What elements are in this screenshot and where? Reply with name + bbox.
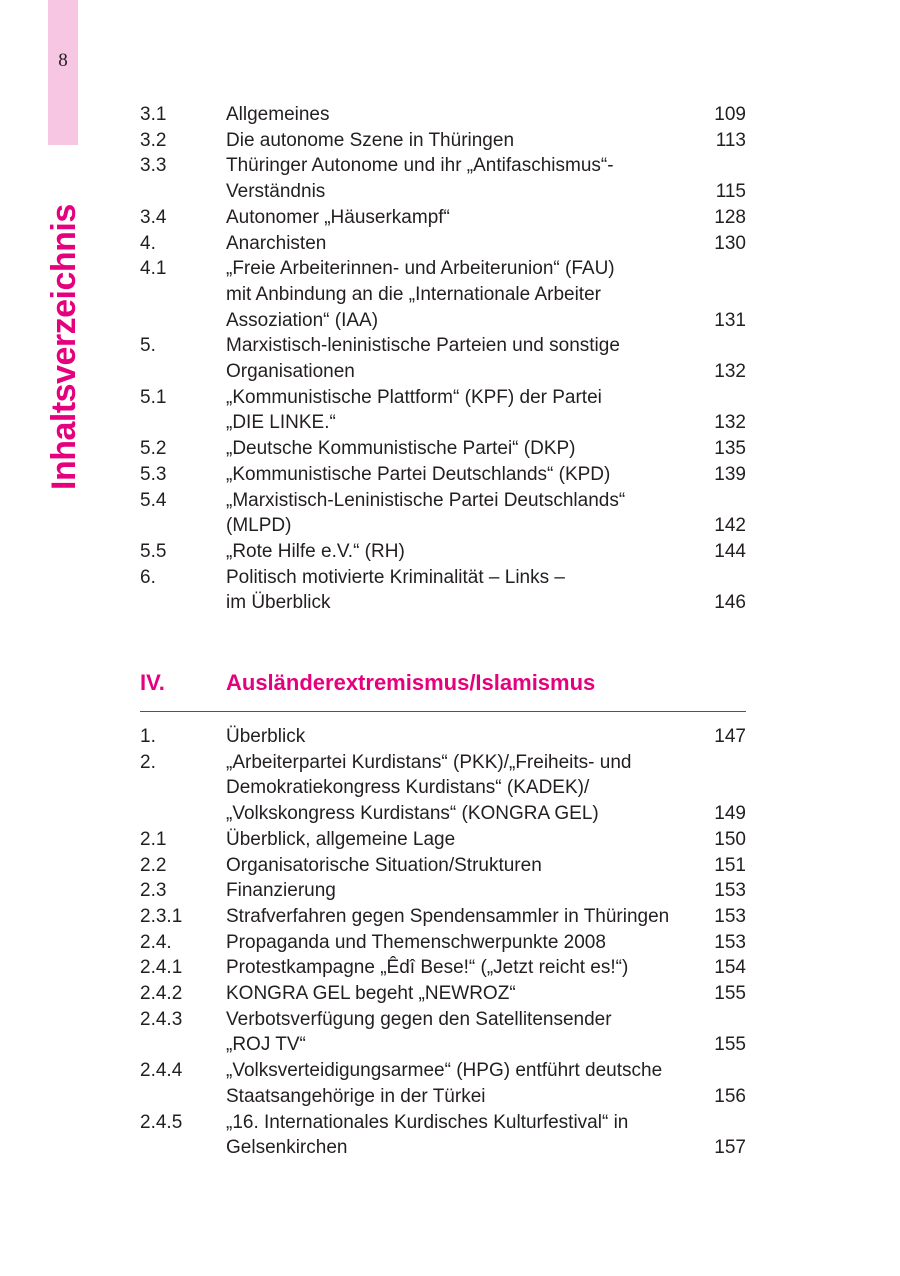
entry-title [226, 102, 686, 128]
entry-page: 151 [714, 854, 746, 876]
entry-page: 154 [714, 957, 746, 979]
entry-page: 153 [714, 880, 746, 902]
entry-title [226, 385, 686, 436]
entry-title-line: im Überblick [226, 592, 331, 614]
entry-number: 2.4.4 [140, 1060, 183, 1082]
entry-number: 5.1 [140, 386, 167, 408]
entry-title [226, 231, 686, 257]
entry-number: 3.4 [140, 206, 167, 228]
entry-page: 153 [714, 931, 746, 953]
entry-title [226, 878, 686, 904]
entry-page: 147 [714, 726, 746, 747]
toc-entry [140, 333, 746, 384]
entry-number: 2. [140, 751, 156, 773]
entry-page: 149 [714, 803, 746, 825]
entry-number: 6. [140, 566, 156, 588]
entry-title-line: Strafverfahren gegen Spendensammler in Thüringen [226, 905, 670, 927]
entry-number: 2.1 [140, 828, 167, 850]
entry-page: 150 [714, 828, 746, 850]
toc-entry [140, 565, 746, 616]
entry-title-line: Die autonome Szene in Thüringen [226, 129, 515, 151]
entry-number: 5.5 [140, 540, 167, 562]
entry-title-line: Verbotsverfügung gegen den Satellitensender [226, 1008, 612, 1030]
entry-number: 5.4 [140, 489, 167, 511]
entry-title-line: Assoziation“ (IAA) [226, 309, 379, 331]
toc-entry [140, 1058, 746, 1109]
entry-title [226, 565, 686, 616]
toc-entry [140, 205, 746, 231]
page-number: 8 [58, 50, 68, 71]
page-tab [48, 0, 78, 145]
toc-entry [140, 904, 746, 930]
entry-page: 139 [714, 463, 746, 485]
entry-number: 5.2 [140, 438, 167, 460]
entry-page: 153 [714, 905, 746, 927]
entry-title-line: „Kommunistische Partei Deutschlands“ (KPD) [226, 463, 611, 485]
entry-number: 5. [140, 335, 156, 357]
entry-title [226, 981, 686, 1007]
toc-list-part2 [140, 724, 746, 1161]
entry-number: 3.1 [140, 104, 167, 125]
entry-title-line: „Volksverteidigungsarmee“ (HPG) entführt deutsche [226, 1060, 663, 1082]
entry-number: 2.4.1 [140, 957, 183, 979]
entry-number: 4. [140, 232, 156, 254]
entry-title-line: „DIE LINKE.“ [226, 412, 336, 434]
entry-number: 2.4.5 [140, 1111, 183, 1133]
entry-title [226, 488, 686, 539]
entry-page: 109 [714, 104, 746, 125]
toc-entry [140, 231, 746, 257]
entry-title [226, 827, 686, 853]
entry-number: 2.4. [140, 931, 172, 953]
entry-title [226, 724, 686, 750]
entry-title-line: Autonomer „Häuserkampf“ [226, 206, 450, 228]
entry-title-line: „Freie Arbeiterinnen- und Arbeiterunion“ (FAU) [226, 258, 615, 280]
toc-entry [140, 1110, 746, 1161]
entry-number: 2.2 [140, 854, 167, 876]
entry-title [226, 930, 686, 956]
toc-entry [140, 128, 746, 154]
toc-entry [140, 385, 746, 436]
entry-number: 4.1 [140, 258, 167, 280]
toc-entry [140, 750, 746, 827]
entry-title-line: Propaganda und Themenschwerpunkte 2008 [226, 931, 606, 953]
entry-title-line: „16. Internationales Kurdisches Kulturfestival“ in [226, 1111, 629, 1133]
entry-page: 131 [714, 309, 746, 331]
entry-title-line: Thüringer Autonome und ihr „Antifaschismus“- [226, 155, 614, 177]
toc-entry [140, 1007, 746, 1058]
toc-entry [140, 955, 746, 981]
toc-entry [140, 981, 746, 1007]
entry-title-line: Überblick [226, 726, 306, 747]
toc-entry [140, 462, 746, 488]
entry-title [226, 853, 686, 879]
entry-title-line: „Arbeiterpartei Kurdistans“ (PKK)/„Freiheits- und [226, 751, 632, 773]
entry-number: 5.3 [140, 463, 167, 485]
toc-entry [140, 256, 746, 333]
section-heading [140, 670, 746, 696]
entry-title [226, 462, 686, 488]
entry-title [226, 1058, 686, 1109]
toc-entry [140, 539, 746, 565]
side-title: Inhaltsverzeichnis [45, 204, 83, 490]
entry-title-line: „Deutsche Kommunistische Partei“ (DKP) [226, 438, 576, 460]
toc-list-part1 [140, 102, 746, 616]
entry-title [226, 955, 686, 981]
entry-page: 157 [714, 1137, 746, 1159]
entry-page: 128 [714, 206, 746, 228]
entry-title [226, 1007, 686, 1058]
entry-page: 132 [714, 412, 746, 434]
section-title: Ausländerextremismus/Islamismus [226, 670, 596, 695]
section-number: IV. [140, 670, 165, 695]
entry-page: 135 [714, 438, 746, 460]
entry-number: 3.2 [140, 129, 167, 151]
entry-title-line: Protestkampagne „Êdî Bese!“ („Jetzt reicht es!“) [226, 957, 629, 979]
toc-entry [140, 488, 746, 539]
entry-title-line: „ROJ TV“ [226, 1034, 306, 1056]
entry-page: 113 [715, 129, 746, 151]
entry-title-line: Demokratiekongress Kurdistans“ (KADEK)/ [226, 777, 590, 799]
entry-title-line: Verständnis [226, 181, 326, 203]
entry-title-line: Finanzierung [226, 880, 336, 902]
entry-title-line: mit Anbindung an die „Internationale Arbeiter [226, 283, 601, 305]
entry-page: 130 [714, 232, 746, 254]
entry-title [226, 153, 686, 204]
entry-title-line: (MLPD) [226, 515, 292, 537]
entry-number: 2.3 [140, 880, 167, 902]
toc-entry [140, 827, 746, 853]
entry-title-line: „Volkskongress Kurdistans“ (KONGRA GEL) [226, 803, 599, 825]
entry-title-line: KONGRA GEL begeht „NEWROZ“ [226, 983, 516, 1005]
entry-number: 2.4.2 [140, 983, 183, 1005]
entry-title [226, 1110, 686, 1161]
entry-title-line: „Rote Hilfe e.V.“ (RH) [226, 540, 405, 562]
entry-number: 3.3 [140, 155, 167, 177]
entry-title-line: „Marxistisch-Leninistische Partei Deutschlands“ [226, 489, 626, 511]
toc-entry [140, 878, 746, 904]
entry-title-line: Staatsangehörige in der Türkei [226, 1085, 486, 1107]
entry-number: 2.4.3 [140, 1008, 183, 1030]
entry-title-line: Organisationen [226, 361, 355, 383]
entry-page: 146 [714, 592, 746, 614]
toc-entry [140, 153, 746, 204]
toc-entry [140, 930, 746, 956]
entry-title [226, 205, 686, 231]
entry-title [226, 256, 686, 333]
entry-title [226, 436, 686, 462]
entry-title [226, 750, 686, 827]
entry-title-line: Marxistisch-leninistische Parteien und sonstige [226, 335, 620, 357]
entry-page: 155 [714, 983, 746, 1005]
entry-page: 156 [714, 1085, 746, 1107]
entry-title [226, 128, 686, 154]
toc-entry [140, 102, 746, 128]
entry-title-line: Überblick, allgemeine Lage [226, 828, 456, 850]
entry-title [226, 904, 686, 930]
entry-title-line: Organisatorische Situation/Strukturen [226, 854, 542, 876]
entry-title [226, 333, 686, 384]
entry-title-line: Allgemeines [226, 104, 330, 125]
entry-title-line: Politisch motivierte Kriminalität – Links – [226, 566, 565, 588]
entry-page: 155 [714, 1034, 746, 1056]
entry-number: 2.3.1 [140, 905, 183, 927]
entry-title-line: Gelsenkirchen [226, 1137, 348, 1159]
toc-entry [140, 436, 746, 462]
entry-page: 132 [714, 361, 746, 383]
entry-page: 142 [714, 515, 746, 537]
entry-page: 144 [714, 540, 746, 562]
section-divider [140, 711, 746, 712]
toc-entry [140, 853, 746, 879]
entry-title-line: Anarchisten [226, 232, 327, 254]
entry-title [226, 539, 686, 565]
toc-entry [140, 724, 746, 750]
entry-title-line: „Kommunistische Plattform“ (KPF) der Partei [226, 386, 602, 408]
entry-page: 115 [715, 181, 746, 203]
entry-number: 1. [140, 726, 156, 747]
